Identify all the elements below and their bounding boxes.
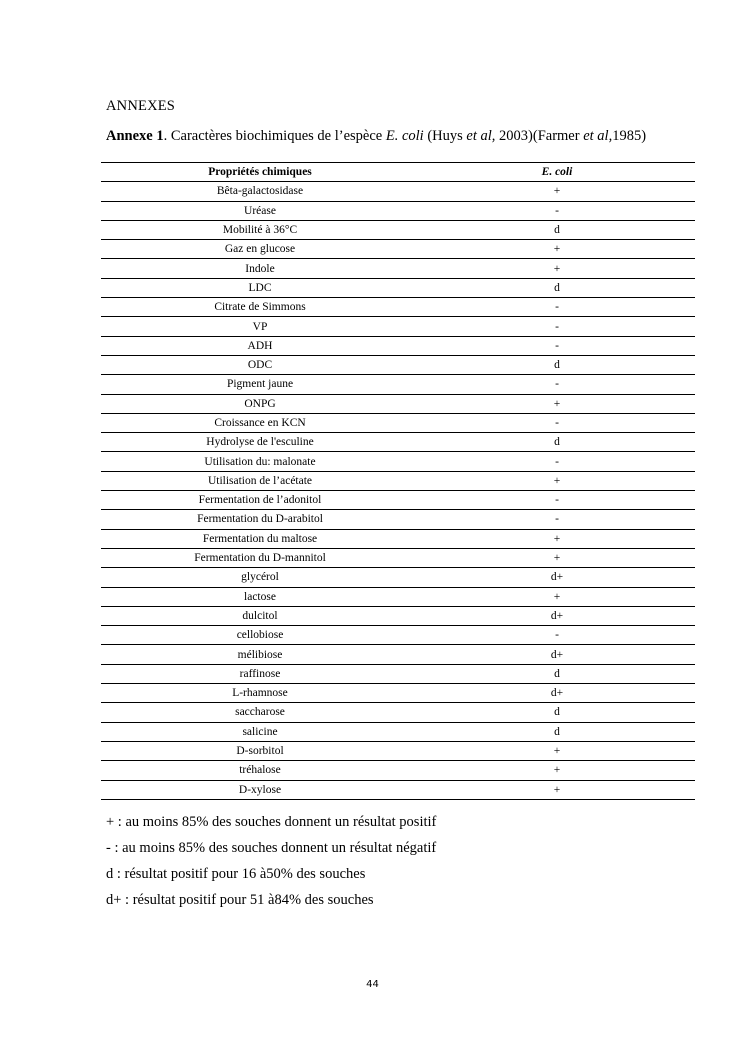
- legend-item: + : au moins 85% des souches donnent un résultat positif: [106, 814, 437, 830]
- caption-text: 2003)(Farmer: [495, 128, 584, 144]
- cell-property: Utilisation de l’acétate: [101, 471, 419, 490]
- cell-value: d: [419, 278, 695, 297]
- cell-value: -: [419, 452, 695, 471]
- table-row: [101, 606, 695, 625]
- cell-value: +: [419, 529, 695, 548]
- cell-property: Fermentation du D-arabitol: [101, 510, 419, 529]
- cell-value: +: [419, 259, 695, 278]
- cell-value: +: [419, 761, 695, 780]
- cell-value: +: [419, 741, 695, 760]
- cell-value: +: [419, 780, 695, 799]
- cell-value: d: [419, 664, 695, 683]
- biochemical-table: [101, 162, 695, 800]
- caption-species: E. coli: [385, 128, 424, 144]
- cell-value: d+: [419, 645, 695, 664]
- column-header-species: E. coli: [419, 163, 695, 182]
- legend: [106, 812, 436, 916]
- cell-property: mélibiose: [101, 645, 419, 664]
- cell-property: Indole: [101, 259, 419, 278]
- table-row: [101, 645, 695, 664]
- cell-property: Gaz en glucose: [101, 240, 419, 259]
- cell-property: lactose: [101, 587, 419, 606]
- cell-value: -: [419, 317, 695, 336]
- table-row: [101, 703, 695, 722]
- cell-value: -: [419, 298, 695, 317]
- table-row: [101, 433, 695, 452]
- table-row: [101, 182, 695, 201]
- table-row: [101, 278, 695, 297]
- caption-text: . Caractères biochimiques de l’espèce: [163, 128, 386, 144]
- cell-property: Croissance en KCN: [101, 413, 419, 432]
- cell-property: Uréase: [101, 201, 419, 220]
- cell-property: Bêta-galactosidase: [101, 182, 419, 201]
- table-row: [101, 568, 695, 587]
- cell-property: D-xylose: [101, 780, 419, 799]
- table-row: [101, 626, 695, 645]
- cell-property: ADH: [101, 336, 419, 355]
- cell-property: Citrate de Simmons: [101, 298, 419, 317]
- cell-value: +: [419, 548, 695, 567]
- table-row: [101, 375, 695, 394]
- caption-citation-etal: et al,: [583, 128, 613, 144]
- table-row: [101, 664, 695, 683]
- table-row: [101, 298, 695, 317]
- table-row: [101, 394, 695, 413]
- table-row: [101, 355, 695, 374]
- table-row: [101, 491, 695, 510]
- table-row: [101, 413, 695, 432]
- cell-value: -: [419, 626, 695, 645]
- cell-property: Utilisation du: malonate: [101, 452, 419, 471]
- cell-property: Hydrolyse de l'esculine: [101, 433, 419, 452]
- table-row: [101, 761, 695, 780]
- table-row: [101, 548, 695, 567]
- cell-value: d: [419, 355, 695, 374]
- cell-value: -: [419, 336, 695, 355]
- cell-property: raffinose: [101, 664, 419, 683]
- table-header-row: [101, 163, 695, 182]
- cell-property: VP: [101, 317, 419, 336]
- cell-property: Fermentation de l’adonitol: [101, 491, 419, 510]
- cell-property: D-sorbitol: [101, 741, 419, 760]
- cell-value: d+: [419, 606, 695, 625]
- table-row: [101, 259, 695, 278]
- cell-value: -: [419, 201, 695, 220]
- table-row: [101, 220, 695, 239]
- cell-value: +: [419, 587, 695, 606]
- cell-value: d: [419, 220, 695, 239]
- cell-property: Fermentation du D-mannitol: [101, 548, 419, 567]
- cell-value: d+: [419, 568, 695, 587]
- column-header-property: Propriétés chimiques: [101, 163, 419, 182]
- cell-property: glycérol: [101, 568, 419, 587]
- cell-value: -: [419, 510, 695, 529]
- caption-text: (Huys: [423, 128, 467, 144]
- cell-property: dulcitol: [101, 606, 419, 625]
- cell-value: -: [419, 375, 695, 394]
- cell-value: d: [419, 722, 695, 741]
- table-row: [101, 741, 695, 760]
- table-row: [101, 722, 695, 741]
- cell-value: d+: [419, 684, 695, 703]
- table-row: [101, 201, 695, 220]
- cell-property: L-rhamnose: [101, 684, 419, 703]
- section-heading: ANNEXES: [106, 98, 176, 114]
- cell-value: -: [419, 413, 695, 432]
- table-caption: [106, 128, 646, 145]
- legend-item: d : résultat positif pour 16 à50% des souches: [106, 866, 366, 882]
- cell-property: cellobiose: [101, 626, 419, 645]
- table-body: [101, 182, 695, 800]
- cell-property: Mobilité à 36°C: [101, 220, 419, 239]
- table-row: [101, 780, 695, 799]
- page-number: 44: [366, 979, 379, 990]
- cell-property: saccharose: [101, 703, 419, 722]
- table-row: [101, 336, 695, 355]
- cell-property: ODC: [101, 355, 419, 374]
- legend-item: d+ : résultat positif pour 51 à84% des souches: [106, 892, 374, 908]
- caption-text: 1985): [612, 128, 647, 144]
- cell-value: d: [419, 703, 695, 722]
- cell-value: -: [419, 491, 695, 510]
- table-row: [101, 684, 695, 703]
- cell-property: tréhalose: [101, 761, 419, 780]
- cell-property: Fermentation du maltose: [101, 529, 419, 548]
- cell-value: +: [419, 394, 695, 413]
- cell-property: LDC: [101, 278, 419, 297]
- table-row: [101, 587, 695, 606]
- cell-value: d: [419, 433, 695, 452]
- table-row: [101, 240, 695, 259]
- cell-value: +: [419, 182, 695, 201]
- table-row: [101, 471, 695, 490]
- cell-value: +: [419, 471, 695, 490]
- cell-property: salicine: [101, 722, 419, 741]
- caption-citation-etal: et al,: [466, 128, 496, 144]
- caption-label: Annexe 1: [106, 128, 164, 144]
- table-row: [101, 510, 695, 529]
- cell-property: ONPG: [101, 394, 419, 413]
- legend-item: - : au moins 85% des souches donnent un résultat négatif: [106, 840, 437, 856]
- cell-value: +: [419, 240, 695, 259]
- table-row: [101, 529, 695, 548]
- cell-property: Pigment jaune: [101, 375, 419, 394]
- table-row: [101, 452, 695, 471]
- table-row: [101, 317, 695, 336]
